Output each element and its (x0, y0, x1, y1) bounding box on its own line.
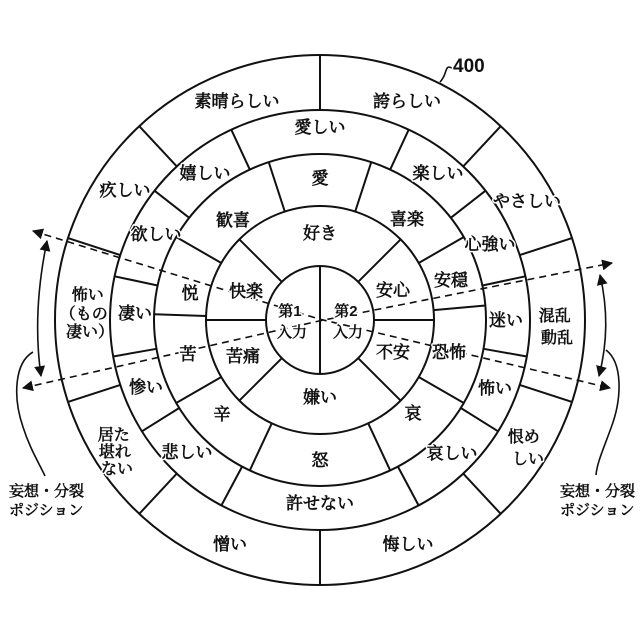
ring3-label-kokorozuyoi: 心強い (464, 235, 516, 254)
ring3-label-mugoi: 惨い (129, 378, 163, 397)
ring4-label-subarashii: 素晴らしい (194, 92, 280, 111)
ring3-label-kowai: 怖い (478, 379, 512, 398)
position-leader-right (596, 350, 619, 475)
figure-number-leader (440, 67, 452, 82)
ring4-label-itatamarenai: 居た 堪れ ない (97, 427, 134, 478)
second-input-label: 第2 入力 (332, 303, 364, 341)
ring3-label-kanashii-ai: 哀しい (426, 444, 478, 463)
double-arrow-left (38, 241, 47, 376)
ring2-label-ikari: 怒 (311, 451, 329, 470)
ring1-label-kairaku: 快楽 (229, 282, 263, 301)
ring4-label-yamashii: 疚しい (99, 181, 151, 200)
ring1-label-fuan: 不安 (376, 343, 410, 362)
ring1-label-anshin: 安心 (376, 281, 410, 300)
ring4-label-kowai-monosugoi: 怖い （もの 凄い） (59, 287, 115, 341)
ring4-label-konran-douran: 混乱 動乱 (538, 308, 574, 347)
ring2-label-ai: 愛 (311, 169, 329, 188)
ring3-label-hoshii: 欲しい (130, 225, 182, 244)
ring2-label-kanki: 歓喜 (216, 211, 250, 230)
ring2-label-annon: 安穏 (434, 271, 468, 290)
ring2-label-kiraku: 喜楽 (390, 210, 424, 229)
figure-number-label: 400 (453, 56, 485, 77)
ring4-label-kuyashii: 悔しい (382, 535, 434, 554)
first-input-label: 第1 入力 (276, 303, 308, 341)
ring3-label-mayoi: 迷い (489, 311, 523, 330)
position-annotation-right: 妄想・分裂 ポジション (560, 483, 636, 519)
ring3-label-sugoi: 凄い (118, 304, 152, 323)
ring3-label-kanashii: 悲しい (161, 443, 213, 462)
ring1-label-kutsuu: 苦痛 (226, 347, 260, 366)
ring4-label-nikui: 憎い (213, 535, 247, 554)
ring3-label-yurusenai: 許せない (286, 494, 354, 513)
ring4-label-hokorashii: 誇らしい (373, 92, 441, 111)
ring3-label-ureshii: 嬉しい (179, 164, 231, 183)
ring3-label-tanoshii: 楽しい (412, 164, 464, 183)
double-arrow-right (599, 275, 606, 376)
ring2-label-aware: 哀 (404, 404, 422, 423)
position-annotation-left: 妄想・分裂 ポジション (9, 483, 85, 519)
ring1-label-suki: 好き (303, 224, 337, 243)
ring2-label-kyoufu: 恐怖 (432, 343, 466, 362)
ring4-label-yasashii: やさしい (493, 192, 561, 211)
ring1-label-kirai: 嫌い (303, 388, 337, 407)
ring2-label-etsu: 悦 (181, 284, 199, 303)
ring3-label-itoshii: 愛しい (294, 118, 346, 137)
ring4-label-urameshii: 恨め しい (507, 429, 545, 468)
ring2-label-ku: 苦 (179, 345, 197, 364)
ring2-label-tsurai: 辛 (213, 405, 231, 424)
